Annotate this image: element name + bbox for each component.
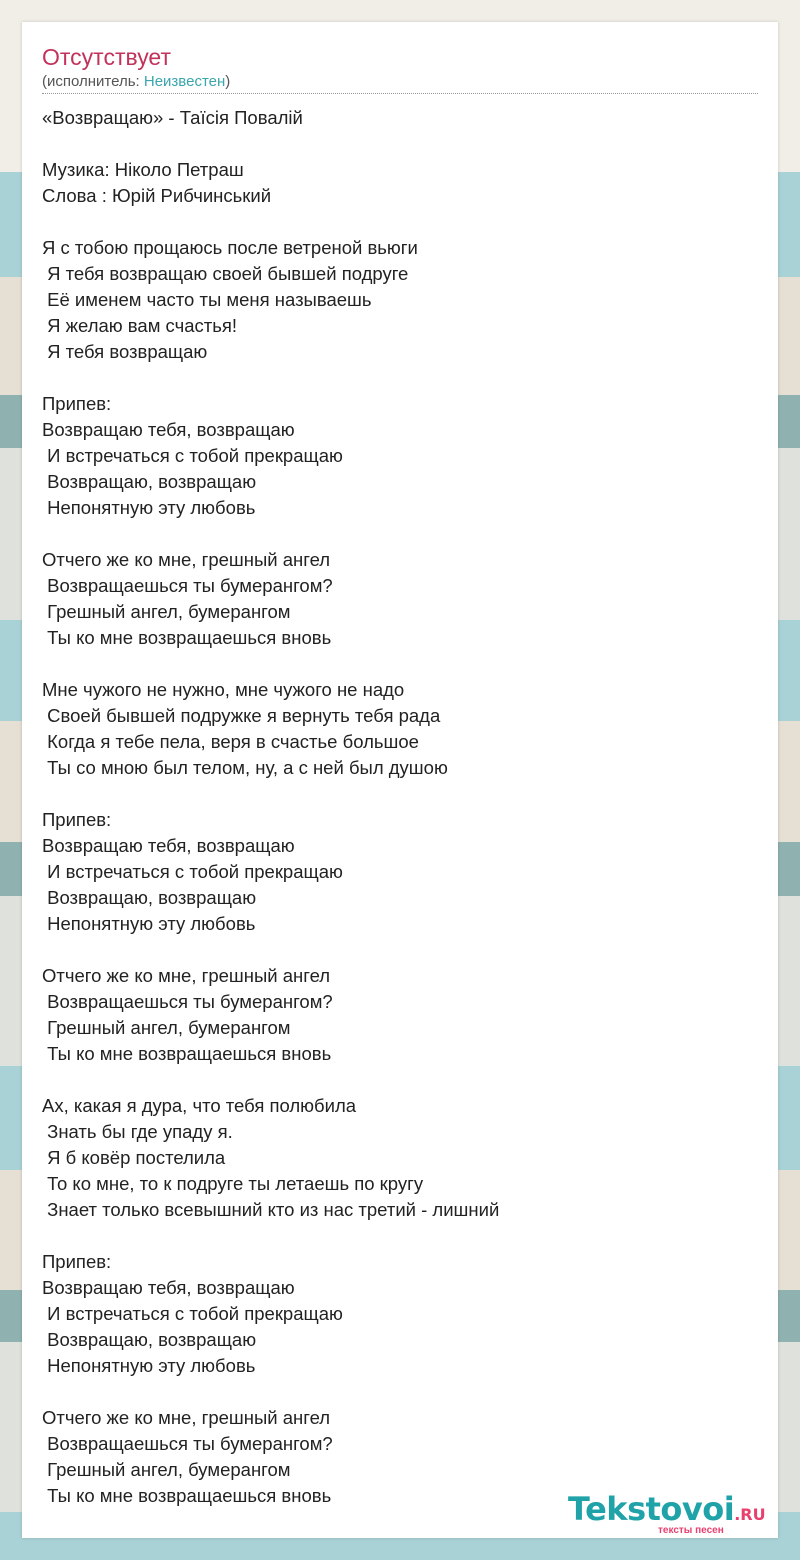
- title-divider: [42, 93, 758, 94]
- artist-link[interactable]: Неизвестен: [143, 73, 226, 90]
- lyrics-card: [22, 22, 778, 1538]
- logo-tld: .RU: [734, 1505, 766, 1524]
- logo-name: Tekstovoi: [568, 1490, 735, 1528]
- lyrics-text: «Возвращаю» - Таїсія Повалій Музика: Ніколо Петраш Слова : Юрій Рибчинський Я с тобою прощаюсь после ветреной вьюги Я тебя возвращаю своей бывшей подруге Её именем часто ты меня называешь Я желаю вам счастья! Я тебя возвращаю Припев: Возвращаю тебя, возвращаю И встречаться с тобой прекращаю Возвращаю, возвращаю Непонятную эту любовь Отчего же ко мне, грешный ангел Возвращаешься ты бумерангом? Грешный ангел, бумерангом Ты ко мне возвращаешься вновь Мне чужого не нужно, мне чужого не надо Своей бывшей подружке я вернуть тебя рада Когда я тебе пела, веря в счастье большое Ты со мною был телом, ну, а с ней был душою Припев: Возвращаю тебя, возвращаю И встречаться с тобой прекращаю Возвращаю, возвращаю Непонятную эту любовь Отчего же ко мне, грешный ангел Возвращаешься ты бумерангом? Грешный ангел, бумерангом Ты ко мне возвращаешься вновь Ах, какая я дура, что тебя полюбила Знать бы где упаду я. Я б ковёр постелила То ко мне, то к подруге ты летаешь по кругу Знает только всевышний кто из нас третий - лишний Припев: Возвращаю тебя, возвращаю И встречаться с тобой прекращаю Возвращаю, возвращаю Непонятную эту любовь Отчего же ко мне, грешный ангел Возвращаешься ты бумерангом? Грешный ангел, бумерангом Ты ко мне возвращаешься вновь: [42, 107, 500, 1506]
- song-title: Отсутствует: [42, 44, 171, 70]
- artist-suffix: ): [225, 73, 231, 90]
- artist-prefix: (исполнитель:: [42, 73, 144, 90]
- logo-tagline: тексты песен: [658, 1525, 724, 1536]
- site-logo[interactable]: [568, 1491, 778, 1537]
- artist-line: [42, 73, 230, 91]
